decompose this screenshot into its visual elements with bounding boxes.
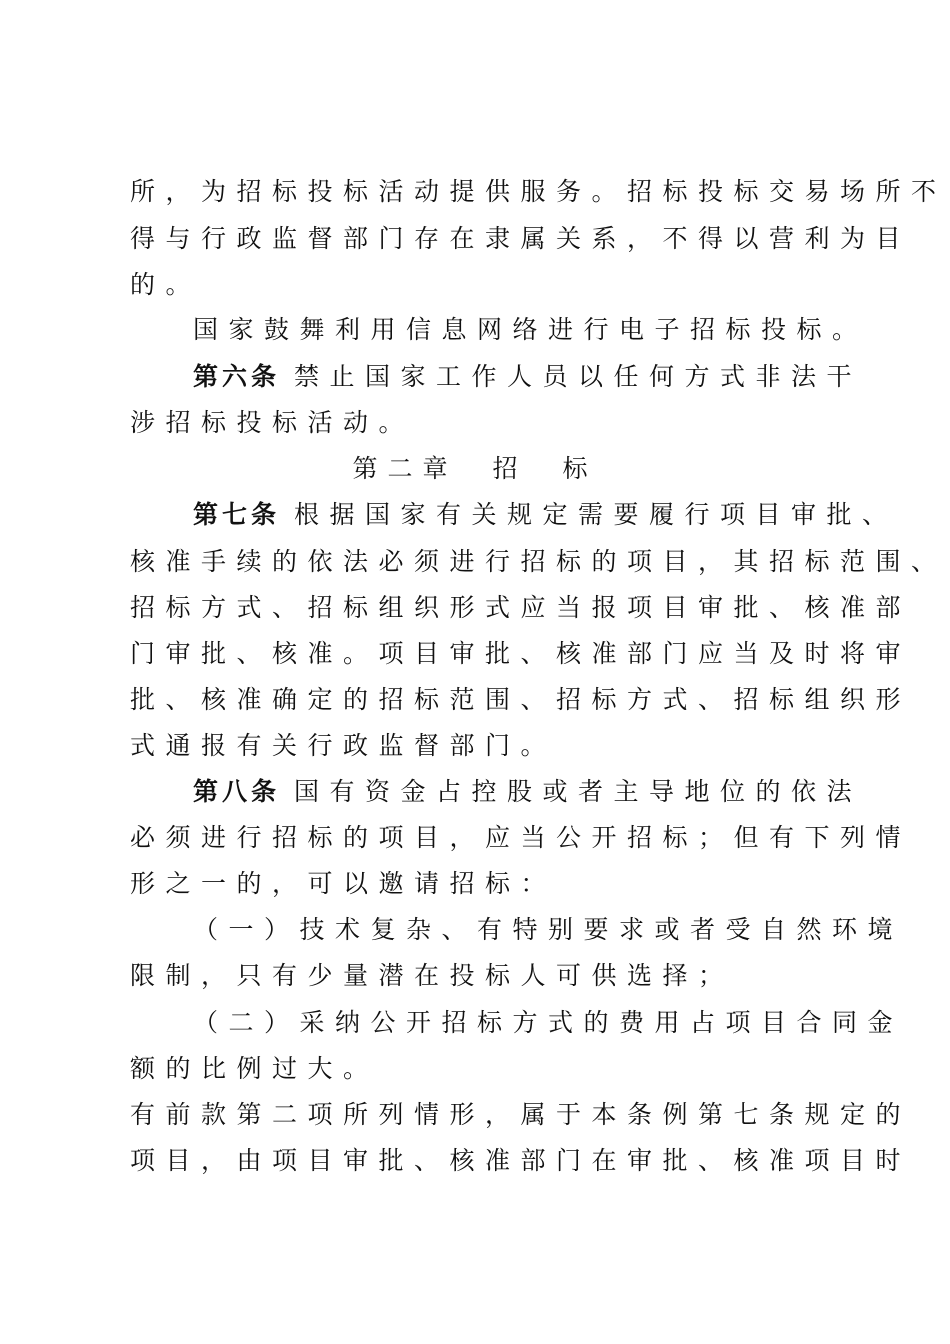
text-line: 项目，由项目审批、核准部门在审批、核准项目时 <box>130 1146 912 1175</box>
article-7-line <box>193 495 898 535</box>
text-line: 国家鼓舞利用信息网络进行电子招标投标。 <box>193 315 868 344</box>
article-6-line <box>193 357 863 397</box>
chapter-heading: 第二章 招 标 <box>352 454 598 483</box>
text-line: 额的比例过大。 <box>130 1054 379 1083</box>
text-line: 式通报有关行政监督部门。 <box>130 731 557 760</box>
text-line: 所，为招标投标活动提供服务。招标投标交易场所不 <box>130 177 947 206</box>
article-label: 第八条 <box>193 777 281 806</box>
text-line: 门审批、核准。项目审批、核准部门应当及时将审 <box>130 639 912 668</box>
text-line: 限制，只有少量潜在投标人可供选择； <box>130 961 734 990</box>
text-line: （一）技术复杂、有特别要求或者受自然环境 <box>193 915 904 944</box>
text-line: 涉招标投标活动。 <box>130 408 415 437</box>
text-line: 得与行政监督部门存在隶属关系，不得以营利为目 <box>130 224 912 253</box>
text-line: 的。 <box>130 270 202 299</box>
text-line: 必须进行招标的项目，应当公开招标；但有下列情 <box>130 823 912 852</box>
text-line: 形之一的，可以邀请招标： <box>130 869 557 898</box>
text-span: 国有资金占控股或者主导地位的依法 <box>294 777 863 806</box>
text-span: 禁止国家工作人员以任何方式非法干 <box>294 362 863 391</box>
article-label: 第七条 <box>193 500 281 529</box>
text-line: （二）采纳公开招标方式的费用占项目合同金 <box>193 1008 904 1037</box>
text-span: 根据国家有关规定需要履行项目审批、 <box>294 500 898 529</box>
text-line: 有前款第二项所列情形，属于本条例第七条规定的 <box>130 1100 912 1129</box>
text-line: 招标方式、招标组织形式应当报项目审批、核准部 <box>130 593 912 622</box>
article-8-line <box>193 772 863 812</box>
article-label: 第六条 <box>193 362 281 391</box>
text-line: 批、核准确定的招标范围、招标方式、招标组织形 <box>130 685 912 714</box>
text-line: 核准手续的依法必须进行招标的项目，其招标范围、 <box>130 547 947 576</box>
